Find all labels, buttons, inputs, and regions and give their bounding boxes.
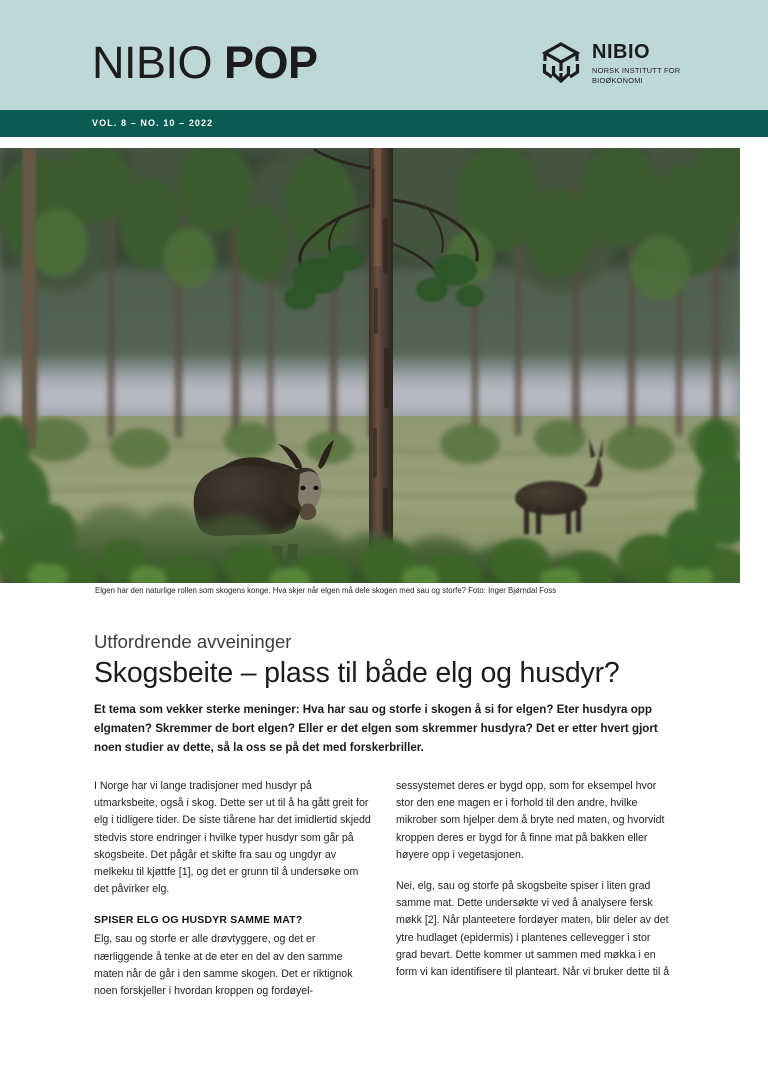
publication-title: [92, 36, 318, 90]
nibio-logo-subtitle: [592, 66, 680, 85]
page-title: Skogsbeite – plass til både elg og husdyr?: [94, 657, 620, 689]
publication-title-light: NIBIO: [92, 37, 225, 88]
left-paragraph-1: I Norge har vi lange tradisjoner med husdyr på utmarksbeite, også i skog. Dette ser ut til å ha gått greit for elg i tidligere tider. De siste tiårene har det imidlertid skjedd stedvis store endringer i hvilke typer husdyr som går på skogsbeite. Det pågår et skifte fra sau og ungdyr av melkeku til kjøttfe [1], og det er grunn til å undersøke om det påvirker elg.: [94, 780, 371, 896]
right-paragraph-1: sessystemet deres er bygd opp, som for eksempel hvor stor den ene magen er i forhold til den andre, hvilke mikrober som hjelper dem å bryte ned maten, og hvorvidt kroppen deres er bygd for å finne mat på bakken eller høyere opp i vegetasjonen.: [396, 780, 665, 861]
cover-photo: [0, 148, 740, 583]
photo-caption: Elgen har den naturlige rollen som skogens konge. Hva skjer når elgen må dele skogen med sau og storfe? Foto: Inger Bjørndal Foss: [95, 586, 557, 595]
nibio-logo: [540, 40, 680, 85]
volume-issue-label: VOL. 8 – NO. 10 – 2022: [92, 118, 214, 128]
publication-title-bold: POP: [224, 37, 318, 88]
body-column-right: [396, 778, 673, 995]
masthead-header: [0, 0, 768, 110]
article-kicker: Utfordrende avveininger: [94, 631, 292, 652]
right-paragraph-2: Nei, elg, sau og storfe på skogsbeite spiser i liten grad samme mat. Dette undersøkte vi ved å analysere fersk møkk [2]. Når planteetere fordøyer maten, blir deler av det ytre hudlaget (epidermis) i plantenes cellevegger i stor grad bevart. Dette kommer ut sammen med møkka i en form vi kan identifisere til planteart. Når vi bruker dette til å: [396, 880, 670, 979]
nibio-logo-subtitle-line1: NORSK INSTITUTT FOR: [592, 66, 681, 75]
nibio-cube-logo-icon: [540, 40, 582, 85]
nibio-logo-word: NIBIO: [592, 41, 651, 63]
body-column-left: [94, 778, 371, 1014]
left-paragraph-2: Elg, sau og storfe er alle drøvtyggere, og det er nærliggende å tenke at de eter en del av den samme maten når de går i den samme skogen. Det er riktignok noen forskjeller i hvordan kroppen og fordøyel-: [94, 933, 353, 998]
left-subheading: SPISER ELG OG HUSDYR SAMME MAT?: [94, 915, 303, 927]
article-lede: Et tema som vekker sterke meninger: Hva har sau og storfe i skogen å si for elgen? Eter husdyra opp elgmaten? Skremmer de bort elgen? Eller er det elgen som skremmer husdyra? Det er etter hvert gjort noen studier av dette, så la oss se på det med forskerbriller.: [94, 703, 658, 755]
nibio-logo-text: [592, 40, 680, 85]
nibio-logo-subtitle-line2: BIOØKONOMI: [592, 75, 643, 85]
